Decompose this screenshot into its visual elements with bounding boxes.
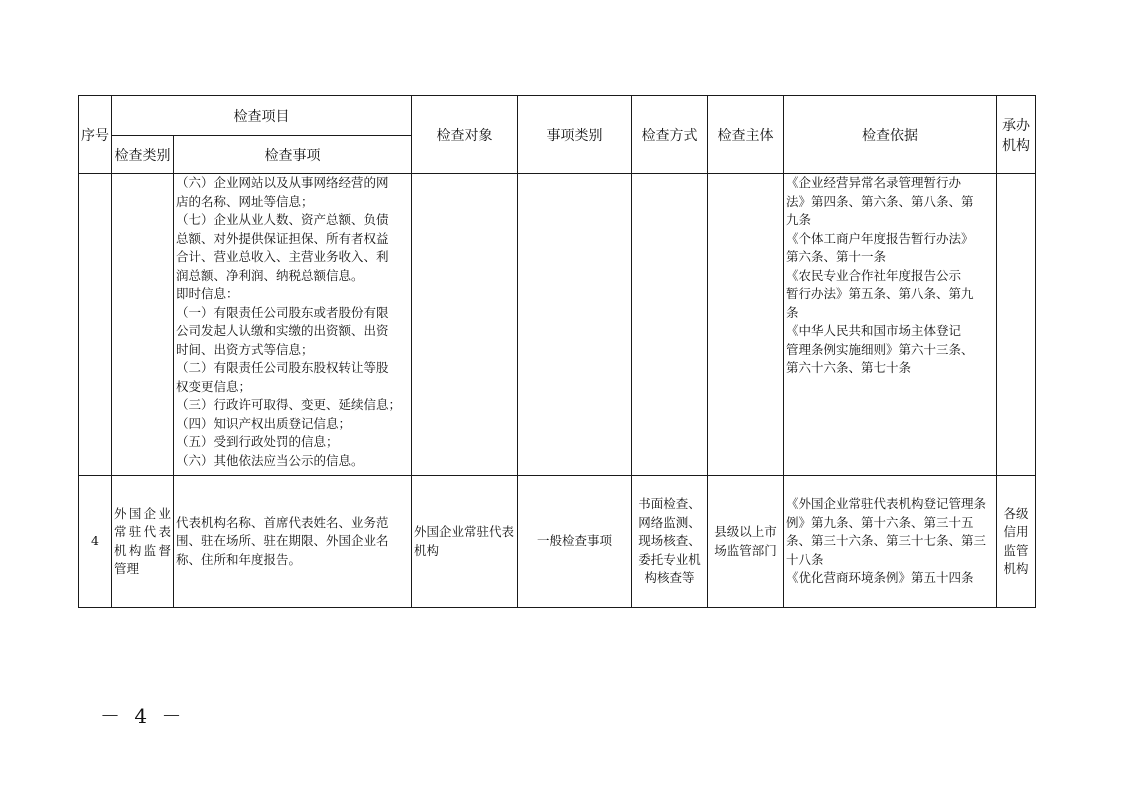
header-item-group: 检查项目 xyxy=(112,96,412,136)
matters-line: 公司发起人认缴和实缴的出资额、出资 xyxy=(176,323,389,338)
matters-line: （七）企业从业人数、资产总额、负债 xyxy=(176,212,389,227)
matters-line: 权变更信息； xyxy=(176,378,252,394)
table-row xyxy=(79,476,1036,608)
row-seq xyxy=(79,174,112,476)
matters-line: 时间、出资方式等信息； xyxy=(176,341,314,357)
row-agency xyxy=(997,174,1036,476)
header-category: 检查类别 xyxy=(112,136,174,174)
row-matters xyxy=(174,174,412,476)
row-category: 外国企业常驻代表机构监督管理 xyxy=(112,476,174,608)
header-row-1 xyxy=(79,96,1036,136)
row-item-type: 一般检查事项 xyxy=(518,476,632,608)
matters-line: 合计、营业总收入、主营业务收入、利 xyxy=(176,249,389,264)
row-matters: 代表机构名称、首席代表姓名、业务范围、驻在场所、驻在期限、外国企业名称、住所和年度报告。 xyxy=(174,476,412,608)
matters-line: （二）有限责任公司股东股权转让等股 xyxy=(176,360,389,375)
matters-line: （五）受到行政处罚的信息； xyxy=(176,434,339,449)
matters-line: 店的名称、网址等信息； xyxy=(176,193,314,209)
basis-line: 暂行办法》第五条、第八条、第九 xyxy=(786,286,974,301)
row-item-type xyxy=(518,174,632,476)
table-row xyxy=(79,174,1036,476)
inspection-table xyxy=(78,95,1036,608)
row-basis xyxy=(784,174,997,476)
matters-line: （三）行政许可取得、变更、延续信息； xyxy=(176,397,402,412)
header-method: 检查方式 xyxy=(632,96,708,174)
header-subject: 检查主体 xyxy=(708,96,784,174)
basis-line: 第六十六条、第七十条 xyxy=(786,360,912,375)
matters-line: （一）有限责任公司股东或者股份有限 xyxy=(176,304,389,320)
row-target: 外国企业常驻代表机构 xyxy=(412,476,518,608)
header-matters: 检查事项 xyxy=(174,136,412,174)
matters-line: 即时信息： xyxy=(176,286,239,301)
header-basis: 检查依据 xyxy=(784,96,997,174)
row-subject: 县级以上市场监管部门 xyxy=(708,476,784,608)
row-target xyxy=(412,174,518,476)
basis-line: 《中华人民共和国市场主体登记 xyxy=(786,323,962,338)
header-item-type: 事项类别 xyxy=(518,96,632,174)
page-number: － 4 － xyxy=(100,704,186,728)
basis-line: 《个体工商户年度报告暂行办法》 xyxy=(786,230,974,246)
header-seq: 序号 xyxy=(79,96,112,174)
matters-line: 润总额、净利润、纳税总额信息。 xyxy=(176,267,364,283)
header-target: 检查对象 xyxy=(412,96,518,174)
row-basis: 《外国企业常驻代表机构登记管理条例》第九条、第十六条、第三十五条、第三十六条、第三十七条、第三十八条 《优化营商环境条例》第五十四条 xyxy=(784,476,997,608)
basis-line: 法》第四条、第六条、第八条、第 xyxy=(786,193,974,209)
row-seq: 4 xyxy=(79,476,112,608)
row-subject xyxy=(708,174,784,476)
matters-line: 总额、对外提供保证担保、所有者权益 xyxy=(176,230,389,246)
row-agency: 各级信用监管机构 xyxy=(997,476,1036,608)
matters-line: （六）企业网站以及从事网络经营的网 xyxy=(176,175,389,190)
basis-line: 《企业经营异常名录管理暂行办 xyxy=(786,175,962,190)
matters-line: （六）其他依法应当公示的信息。 xyxy=(176,452,364,468)
basis-line: 九条 xyxy=(786,212,812,227)
basis-line: 第六条、第十一条 xyxy=(786,249,887,264)
matters-line: （四）知识产权出质登记信息； xyxy=(176,415,352,431)
basis-line: 《农民专业合作社年度报告公示 xyxy=(786,267,962,283)
header-agency: 承办机构 xyxy=(997,96,1036,174)
row-method: 书面检查、网络监测、现场核查、委托专业机构核查等 xyxy=(632,476,708,608)
basis-line: 条 xyxy=(786,304,799,320)
basis-line: 管理条例实施细则》第六十三条、 xyxy=(786,341,974,357)
row-method xyxy=(632,174,708,476)
row-category xyxy=(112,174,174,476)
